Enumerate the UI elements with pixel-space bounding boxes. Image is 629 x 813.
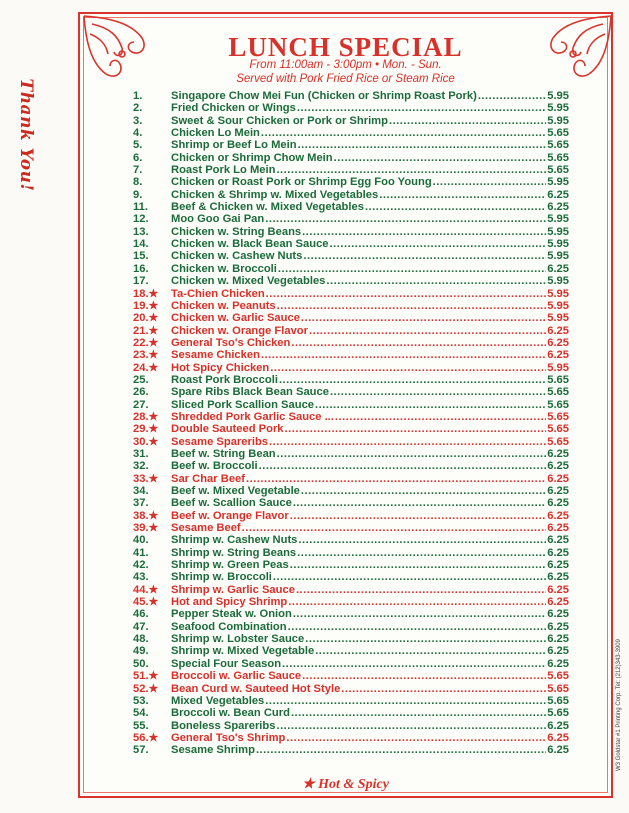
- dot-leader: [326, 275, 546, 287]
- menu-item-row: [133, 596, 569, 608]
- dot-leader: [277, 448, 547, 460]
- menu-item-row: [133, 510, 569, 522]
- item-number: 51.★: [133, 670, 159, 683]
- dot-leader: [266, 288, 547, 300]
- menu-item-row: [133, 695, 569, 707]
- item-number: 4.: [133, 127, 143, 140]
- item-number: 28.★: [133, 410, 159, 423]
- dot-leader: [478, 90, 546, 102]
- dot-leader: [290, 510, 547, 522]
- item-name: Seafood Combination: [171, 620, 287, 633]
- dot-leader: [365, 201, 546, 213]
- item-name: Beef w. String Bean: [171, 447, 276, 460]
- dot-leader: [330, 238, 547, 250]
- item-name: Beef & Chicken w. Mixed Vegetables: [171, 201, 364, 214]
- menu-item-row: [133, 152, 569, 164]
- item-number: 22.★: [133, 336, 159, 349]
- item-name: Shrimp w. Broccoli: [171, 571, 272, 584]
- item-name: Chicken & Shrimp w. Mixed Vegetables: [171, 188, 379, 201]
- dot-leader: [334, 152, 547, 164]
- item-price: 6.25: [547, 719, 569, 732]
- item-number: 25.: [133, 373, 149, 386]
- item-price: 6.25: [547, 201, 569, 214]
- item-name: Special Four Season: [171, 657, 282, 670]
- item-name: Chicken w. String Beans: [171, 225, 302, 238]
- item-number: 55.: [133, 719, 149, 732]
- menu-item-row: [133, 275, 569, 287]
- item-price: 6.25: [547, 596, 569, 609]
- item-price: 5.65: [547, 386, 569, 399]
- menu-item-row: [133, 707, 569, 719]
- item-name: Beef w. Mixed Vegetable: [171, 485, 300, 497]
- item-name: Shrimp w. Lobster Sauce: [171, 633, 305, 646]
- item-price: 5.65: [547, 398, 569, 411]
- item-price: 6.25: [547, 188, 569, 201]
- menu-item-row: [133, 658, 569, 670]
- item-name: Sweet & Sour Chicken or Pork or Shrimp: [171, 114, 388, 127]
- item-price: 6.25: [547, 472, 569, 485]
- item-name: Ta-Chien Chicken: [171, 287, 265, 300]
- item-price: 5.95: [547, 312, 569, 325]
- menu-item-row: [133, 164, 569, 176]
- item-number: 32.: [133, 460, 149, 473]
- dot-leader: [293, 608, 546, 620]
- menu-item-row: [133, 399, 569, 411]
- menu-item-row: [133, 337, 569, 349]
- item-price: 5.95: [547, 361, 569, 374]
- menu-item-row: [133, 522, 569, 534]
- menu-item-row: [133, 547, 569, 559]
- item-number: 1.: [133, 90, 143, 102]
- menu-item-row: [133, 436, 569, 448]
- item-number: 47.: [133, 620, 149, 633]
- dot-leader: [303, 250, 546, 262]
- item-price: 6.25: [547, 620, 569, 633]
- item-number: 6.: [133, 151, 143, 164]
- item-price: 5.95: [547, 176, 569, 189]
- dot-leader: [330, 386, 546, 398]
- item-name: Sesame Shrimp: [171, 744, 255, 757]
- item-price: 5.95: [547, 238, 569, 251]
- item-price: 5.65: [547, 707, 569, 720]
- hot-spicy-legend: ★ Hot & Spicy: [302, 777, 389, 792]
- menu-item-row: [133, 176, 569, 188]
- item-price: 6.25: [547, 559, 569, 572]
- item-price: 6.25: [547, 485, 569, 497]
- item-price: 5.95: [547, 114, 569, 127]
- item-name: Spare Ribs Black Bean Sauce: [171, 386, 329, 399]
- menu-item-row: [133, 497, 569, 509]
- menu-item-row: [133, 288, 569, 300]
- item-price: 5.65: [547, 373, 569, 386]
- item-name: Sar Char Beef: [171, 472, 245, 485]
- item-price: 5.95: [547, 299, 569, 312]
- item-name: Shrimp w. Green Peas: [171, 559, 289, 572]
- dot-leader: [305, 633, 546, 645]
- item-price: 5.65: [547, 682, 569, 695]
- dot-leader: [265, 695, 546, 707]
- menu-item-row: [133, 139, 569, 151]
- dot-leader: [296, 584, 546, 596]
- item-name: Chicken w. Cashew Nuts: [171, 250, 303, 263]
- item-name: Moo Goo Gai Pan: [171, 213, 265, 226]
- item-name: Chicken w. Orange Flavor: [171, 324, 308, 337]
- item-name: Beef w. Broccoli: [171, 460, 258, 473]
- item-number: 57.: [133, 744, 149, 757]
- dot-leader: [265, 213, 546, 225]
- menu-item-row: [133, 559, 569, 571]
- item-name: Sesame Chicken: [171, 349, 260, 362]
- dot-leader: [301, 312, 546, 324]
- dot-leader: [302, 670, 546, 682]
- item-number: 31.: [133, 447, 149, 460]
- dot-leader: [282, 658, 546, 670]
- item-price: 6.25: [547, 460, 569, 473]
- menu-item-row: [133, 621, 569, 633]
- dot-leader: [298, 534, 546, 546]
- menu-item-row: [133, 386, 569, 398]
- item-price: 5.65: [547, 151, 569, 164]
- item-price: 6.25: [547, 447, 569, 460]
- item-number: 54.: [133, 707, 149, 720]
- item-price: 6.25: [547, 546, 569, 559]
- item-name: Beef w. Orange Flavor: [171, 509, 289, 522]
- dot-leader: [379, 189, 546, 201]
- item-number: 20.★: [133, 312, 159, 325]
- menu-item-row: [133, 584, 569, 596]
- item-name: Boneless Spareribs: [171, 719, 276, 732]
- item-price: 6.25: [547, 633, 569, 646]
- item-number: 9.: [133, 188, 143, 201]
- item-name: Chicken Lo Mein: [171, 127, 260, 140]
- dot-leader: [277, 300, 547, 312]
- item-price: 5.65: [547, 694, 569, 707]
- item-price: 5.95: [547, 287, 569, 300]
- item-name: Double Sauteed Pork: [171, 423, 284, 436]
- item-price: 6.25: [547, 497, 569, 510]
- item-name: Singapore Chow Mei Fun (Chicken or Shrimp Roast Pork): [171, 90, 477, 102]
- item-price: 6.25: [547, 657, 569, 670]
- menu-item-row: [133, 571, 569, 583]
- item-name: Chicken w. Peanuts: [171, 299, 276, 312]
- item-number: 2.: [133, 102, 143, 115]
- item-number: 19.★: [133, 299, 159, 312]
- menu-item-row: [133, 423, 569, 435]
- item-name: Shrimp w. Garlic Sauce: [171, 583, 295, 596]
- item-number: 26.: [133, 386, 149, 399]
- item-price: 6.25: [547, 608, 569, 621]
- menu-item-row: [133, 460, 569, 472]
- item-number: 7.: [133, 164, 143, 177]
- dot-leader: [301, 485, 546, 497]
- item-number: 18.★: [133, 287, 159, 300]
- item-number: 56.★: [133, 731, 159, 744]
- hours-subtitle: From 11:00am - 3:00pm • Mon. - Sun.: [249, 59, 442, 71]
- thank-you-side-text: Thank You!: [16, 78, 36, 192]
- item-price: 5.65: [547, 670, 569, 683]
- dot-leader: [302, 226, 546, 238]
- menu-item-row: [133, 325, 569, 337]
- item-number: 48.: [133, 633, 149, 646]
- dot-leader: [291, 337, 546, 349]
- item-number: 40.: [133, 534, 149, 547]
- item-price: 5.95: [547, 213, 569, 226]
- item-number: 12.: [133, 213, 149, 226]
- item-name: Chicken or Shrimp Chow Mein: [171, 151, 333, 164]
- dot-leader: [293, 497, 546, 509]
- dot-leader: [297, 102, 546, 114]
- menu-item-row: [133, 90, 569, 102]
- menu-item-row: [133, 473, 569, 485]
- dot-leader: [279, 374, 546, 386]
- dot-leader: [315, 399, 546, 411]
- menu-item-row: [133, 226, 569, 238]
- item-name: Pepper Steak w. Onion: [171, 608, 292, 621]
- item-name: Shrimp w. String Beans: [171, 546, 297, 559]
- item-price: 5.95: [547, 90, 569, 102]
- menu-item-row: [133, 732, 569, 744]
- dot-leader: [288, 621, 547, 633]
- item-number: 17.: [133, 275, 149, 288]
- menu-item-row: [133, 608, 569, 620]
- dot-leader: [285, 423, 547, 435]
- dot-leader: [297, 547, 546, 559]
- item-number: 21.★: [133, 324, 159, 337]
- dot-leader: [242, 522, 547, 534]
- item-price: 5.95: [547, 102, 569, 115]
- item-name: Sesame Spareribs: [171, 435, 269, 448]
- dot-leader: [273, 571, 546, 583]
- item-name: Hot Spicy Chicken: [171, 361, 270, 374]
- menu-item-row: [133, 411, 569, 423]
- item-number: 16.: [133, 262, 149, 275]
- menu-item-row: [133, 213, 569, 225]
- item-name: Shredded Pork Garlic Sauce ...: [171, 410, 334, 423]
- item-number: 30.★: [133, 435, 159, 448]
- item-number: 50.: [133, 657, 149, 670]
- item-number: 45.★: [133, 596, 159, 609]
- item-price: 6.25: [547, 262, 569, 275]
- menu-item-row: [133, 201, 569, 213]
- item-price: 5.65: [547, 127, 569, 140]
- item-price: 6.25: [547, 744, 569, 757]
- item-number: 33.★: [133, 472, 159, 485]
- menu-item-row: [133, 127, 569, 139]
- item-name: Shrimp or Beef Lo Mein: [171, 139, 297, 152]
- menu-item-row: [133, 250, 569, 262]
- item-price: 5.65: [547, 410, 569, 423]
- menu-item-row: [133, 300, 569, 312]
- menu-item-row: [133, 102, 569, 114]
- dot-leader: [276, 164, 546, 176]
- item-price: 5.65: [547, 423, 569, 436]
- dot-leader: [261, 127, 546, 139]
- menu-item-row: [133, 534, 569, 546]
- item-number: 11.: [133, 201, 148, 214]
- item-name: Chicken w. Black Bean Sauce: [171, 238, 329, 251]
- item-name: Sesame Beef: [171, 522, 241, 535]
- item-number: 23.★: [133, 349, 159, 362]
- item-number: 8.: [133, 176, 143, 189]
- item-price: 5.95: [547, 225, 569, 238]
- menu-item-row: [133, 683, 569, 695]
- item-number: 27.: [133, 398, 149, 411]
- item-name: Shrimp w. Mixed Vegetable: [171, 645, 315, 658]
- item-number: 29.★: [133, 423, 159, 436]
- dot-leader: [389, 115, 546, 127]
- dot-leader: [256, 744, 546, 756]
- menu-item-row: [133, 485, 569, 497]
- item-number: 37.: [133, 497, 149, 510]
- dot-leader: [270, 362, 546, 374]
- item-price: 6.25: [547, 324, 569, 337]
- menu-item-row: [133, 645, 569, 657]
- item-name: Broccoli w. Bean Curd: [171, 707, 290, 720]
- item-name: Roast Pork Broccoli: [171, 373, 278, 386]
- item-price: 5.65: [547, 435, 569, 448]
- item-name: Chicken or Roast Pork or Shrimp Egg Foo Young: [171, 176, 432, 189]
- item-price: 6.25: [547, 522, 569, 535]
- item-name: Bean Curd w. Sauteed Hot Style: [171, 682, 341, 695]
- item-name: Chicken w. Broccoli: [171, 262, 277, 275]
- item-number: 15.: [133, 250, 149, 263]
- item-number: 13.: [133, 225, 149, 238]
- item-number: 3.: [133, 114, 143, 127]
- item-number: 46.: [133, 608, 149, 621]
- item-number: 41.: [133, 546, 149, 559]
- menu-item-row: [133, 362, 569, 374]
- menu-item-row: [133, 349, 569, 361]
- item-price: 6.25: [547, 509, 569, 522]
- dot-leader: [278, 263, 546, 275]
- item-name: Sliced Pork Scallion Sauce: [171, 398, 315, 411]
- item-name: Roast Pork Lo Mein: [171, 164, 276, 177]
- menu-item-row: [133, 744, 569, 756]
- dot-leader: [276, 720, 546, 732]
- item-name: Mixed Vegetables: [171, 694, 265, 707]
- menu-item-row: [133, 189, 569, 201]
- item-number: 38.★: [133, 509, 159, 522]
- menu-item-row: [133, 263, 569, 275]
- menu-title: LUNCH SPECIAL: [228, 32, 463, 62]
- menu-item-row: [133, 115, 569, 127]
- item-price: 6.25: [547, 645, 569, 658]
- item-name: Chicken w. Garlic Sauce: [171, 312, 300, 325]
- item-name: General Tso's Shrimp: [171, 731, 286, 744]
- dot-leader: [309, 325, 546, 337]
- dot-leader: [269, 436, 546, 448]
- served-with-subtitle: Served with Pork Fried Rice or Steam Rice: [236, 73, 455, 85]
- item-price: 5.95: [547, 275, 569, 288]
- item-name: Hot and Spicy Shrimp: [171, 596, 288, 609]
- item-price: 6.25: [547, 534, 569, 547]
- menu-item-row: [133, 238, 569, 250]
- dot-leader: [261, 349, 546, 361]
- menu-item-row: [133, 312, 569, 324]
- item-price: 6.25: [547, 349, 569, 362]
- menu-item-row: [133, 720, 569, 732]
- item-price: 5.65: [547, 164, 569, 177]
- dot-leader: [298, 139, 547, 151]
- item-number: 49.: [133, 645, 149, 658]
- item-price: 5.95: [547, 250, 569, 263]
- item-price: 6.25: [547, 583, 569, 596]
- dot-leader: [341, 683, 546, 695]
- item-number: 42.: [133, 559, 149, 572]
- item-number: 14.: [133, 238, 149, 251]
- item-number: 24.★: [133, 361, 159, 374]
- dot-leader: [335, 411, 546, 423]
- dot-leader: [290, 559, 546, 571]
- item-number: 34.: [133, 485, 149, 497]
- item-name: Fried Chicken or Wings: [171, 102, 296, 115]
- menu-item-row: [133, 633, 569, 645]
- menu-item-row: [133, 670, 569, 682]
- item-name: Shrimp w. Cashew Nuts: [171, 534, 298, 547]
- item-name: Chicken w. Mixed Vegetables: [171, 275, 326, 288]
- dot-leader: [246, 473, 546, 485]
- dot-leader: [433, 176, 547, 188]
- item-number: 39.★: [133, 522, 159, 535]
- item-number: 44.★: [133, 583, 159, 596]
- dot-leader: [291, 707, 546, 719]
- item-price: 6.25: [547, 571, 569, 584]
- item-number: 43.: [133, 571, 149, 584]
- item-price: 5.65: [547, 139, 569, 152]
- item-name: General Tso's Chicken: [171, 336, 291, 349]
- item-number: 52.★: [133, 682, 159, 695]
- item-name: Beef w. Scallion Sauce: [171, 497, 292, 510]
- item-number: 53.: [133, 694, 149, 707]
- item-number: 5.: [133, 139, 143, 152]
- dot-leader: [286, 732, 546, 744]
- dot-leader: [259, 460, 547, 472]
- menu-item-row: [133, 374, 569, 386]
- item-name: Broccoli w. Garlic Sauce: [171, 670, 302, 683]
- item-price: 6.25: [547, 731, 569, 744]
- dot-leader: [288, 596, 546, 608]
- menu-item-row: [133, 448, 569, 460]
- printer-credit: W3 Goldstar #1 Printing Corp. Tel: (212)343-3909: [616, 639, 622, 771]
- dot-leader: [315, 645, 546, 657]
- menu-item-list: [133, 90, 569, 757]
- item-price: 6.25: [547, 336, 569, 349]
